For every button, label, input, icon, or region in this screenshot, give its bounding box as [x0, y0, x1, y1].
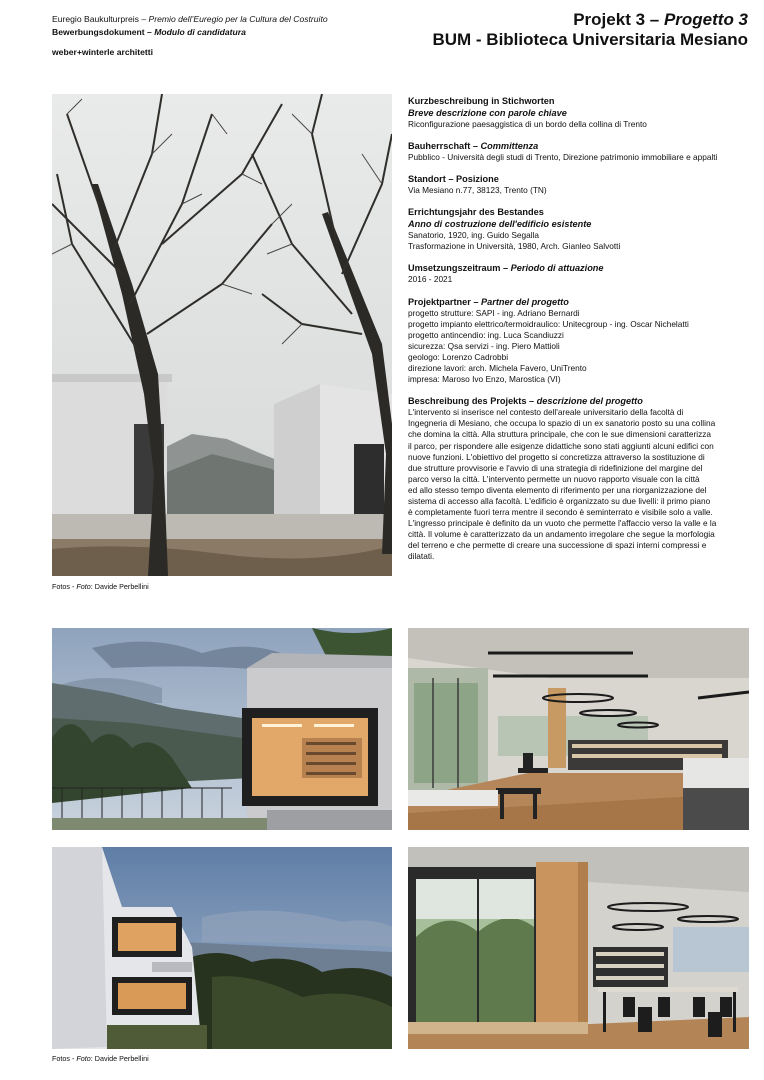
photo-courtyard-trees: [52, 94, 392, 576]
project-title: BUM - Biblioteca Universitaria Mesiano: [432, 30, 748, 49]
firm-name: weber+winterle architetti: [52, 47, 154, 57]
award-name-de: Euregio Baukulturpreis: [52, 14, 139, 24]
document-type-it: Modulo di candidatura: [154, 26, 246, 37]
photo-exterior-night: [52, 847, 392, 1049]
photo-interior-window: [408, 847, 749, 1049]
photo-credit-bottom: Fotos - Foto: Davide Perbellini: [52, 1054, 149, 1063]
section-client: Bauherrschaft – Committenza Pubblico - Università degli studi di Trento, Direzione patrimonio immobiliare e appalti: [408, 141, 718, 163]
document-line: Bewerbungsdokument – Modulo di candidatura: [52, 26, 246, 37]
award-line: Euregio Baukulturpreis – Premio dell’Euregio per la Cultura del Costruito: [52, 14, 328, 24]
section-partners: Projektpartner – Partner del progetto progetto strutture: SAPI - ing. Adriano Bernardi progetto impianto elettrico/termoidraulico: Unitecgroup - ing. Oscar Nichelatti progetto antincendio: ing. Luca Scandiuzzi sicurezza: Qsa servizi - ing. Piero Mattioli geologo: Lorenzo Cadrobbi direzione lavori: arch. Michela Favero, UniTrento impresa: Maroso Ivo Enzo, Marostica (VI): [408, 296, 689, 385]
section-keywords: Kurzbeschreibung in Stichworten Breve descrizione con parole chiave Riconfigurazione paesaggistica di un bordo della collina di Trento: [408, 96, 647, 129]
project-info: [408, 95, 753, 573]
header-left: [52, 13, 328, 59]
section-period: Umsetzungszeitraum – Periodo di attuazione 2016 - 2021: [408, 263, 604, 285]
header-right: [432, 10, 748, 50]
award-name-it: Premio dell’Euregio per la Cultura del Costruito: [148, 14, 328, 24]
photo-exterior-window: [52, 628, 392, 830]
document-type-de: Bewerbungsdokument: [52, 26, 145, 37]
photo-credit-top: Fotos - Foto: Davide Perbellini: [52, 582, 149, 591]
project-number: Projekt 3 – Progetto 3: [573, 10, 748, 29]
section-construction-year: Errichtungsjahr des Bestandes Anno di costruzione dell'edificio esistente Sanatorio, 1920, ing. Guido Segalla Trasformazione in Università, 1980, Arch. Gianleo Salvotti: [408, 207, 621, 252]
photo-interior-reading-room: [408, 628, 749, 830]
section-location: Standort – Posizione Via Mesiano n.77, 38123, Trento (TN): [408, 174, 547, 196]
section-description: Beschreibung des Projekts – descrizione del progetto L'intervento si inserisce nel contesto dell'areale universitario della facoltà di Ingegneria di Mesiano, che occupa lo spazio di un ex sanatorio posto su una collina che domina la città. Alla struttura principale, che con le sue dimensioni caratterizza il parco, per rispondere alle esigenze didattiche sono stati aggiunti alcuni edifici con nuove funzioni. L'obiettivo del progetto si concretizza attraverso la sostituzione di due strutture provvisorie e l'avvio di una strategia di ridefinizione del margine del parco verso la città. L'intervento permette un nuovo rapporto visuale con la città ed allo stesso tempo diventa elemento di riferimento per una riorganizzazione del sistema di accesso alla facoltà. L'edificio è organizzato su due livelli: il primo piano è completamente fuori terra mentre il secondo è seminterrato e visibile solo a valle. L'ingresso principale è definito da un vuoto che permette l'affaccio verso la valle e la città. Il volume è caratterizzato da un andamento irregolare che segue la morfologia del terreno e che permette di creare una successione di spazi interni compressi e dilatati.: [408, 396, 717, 562]
